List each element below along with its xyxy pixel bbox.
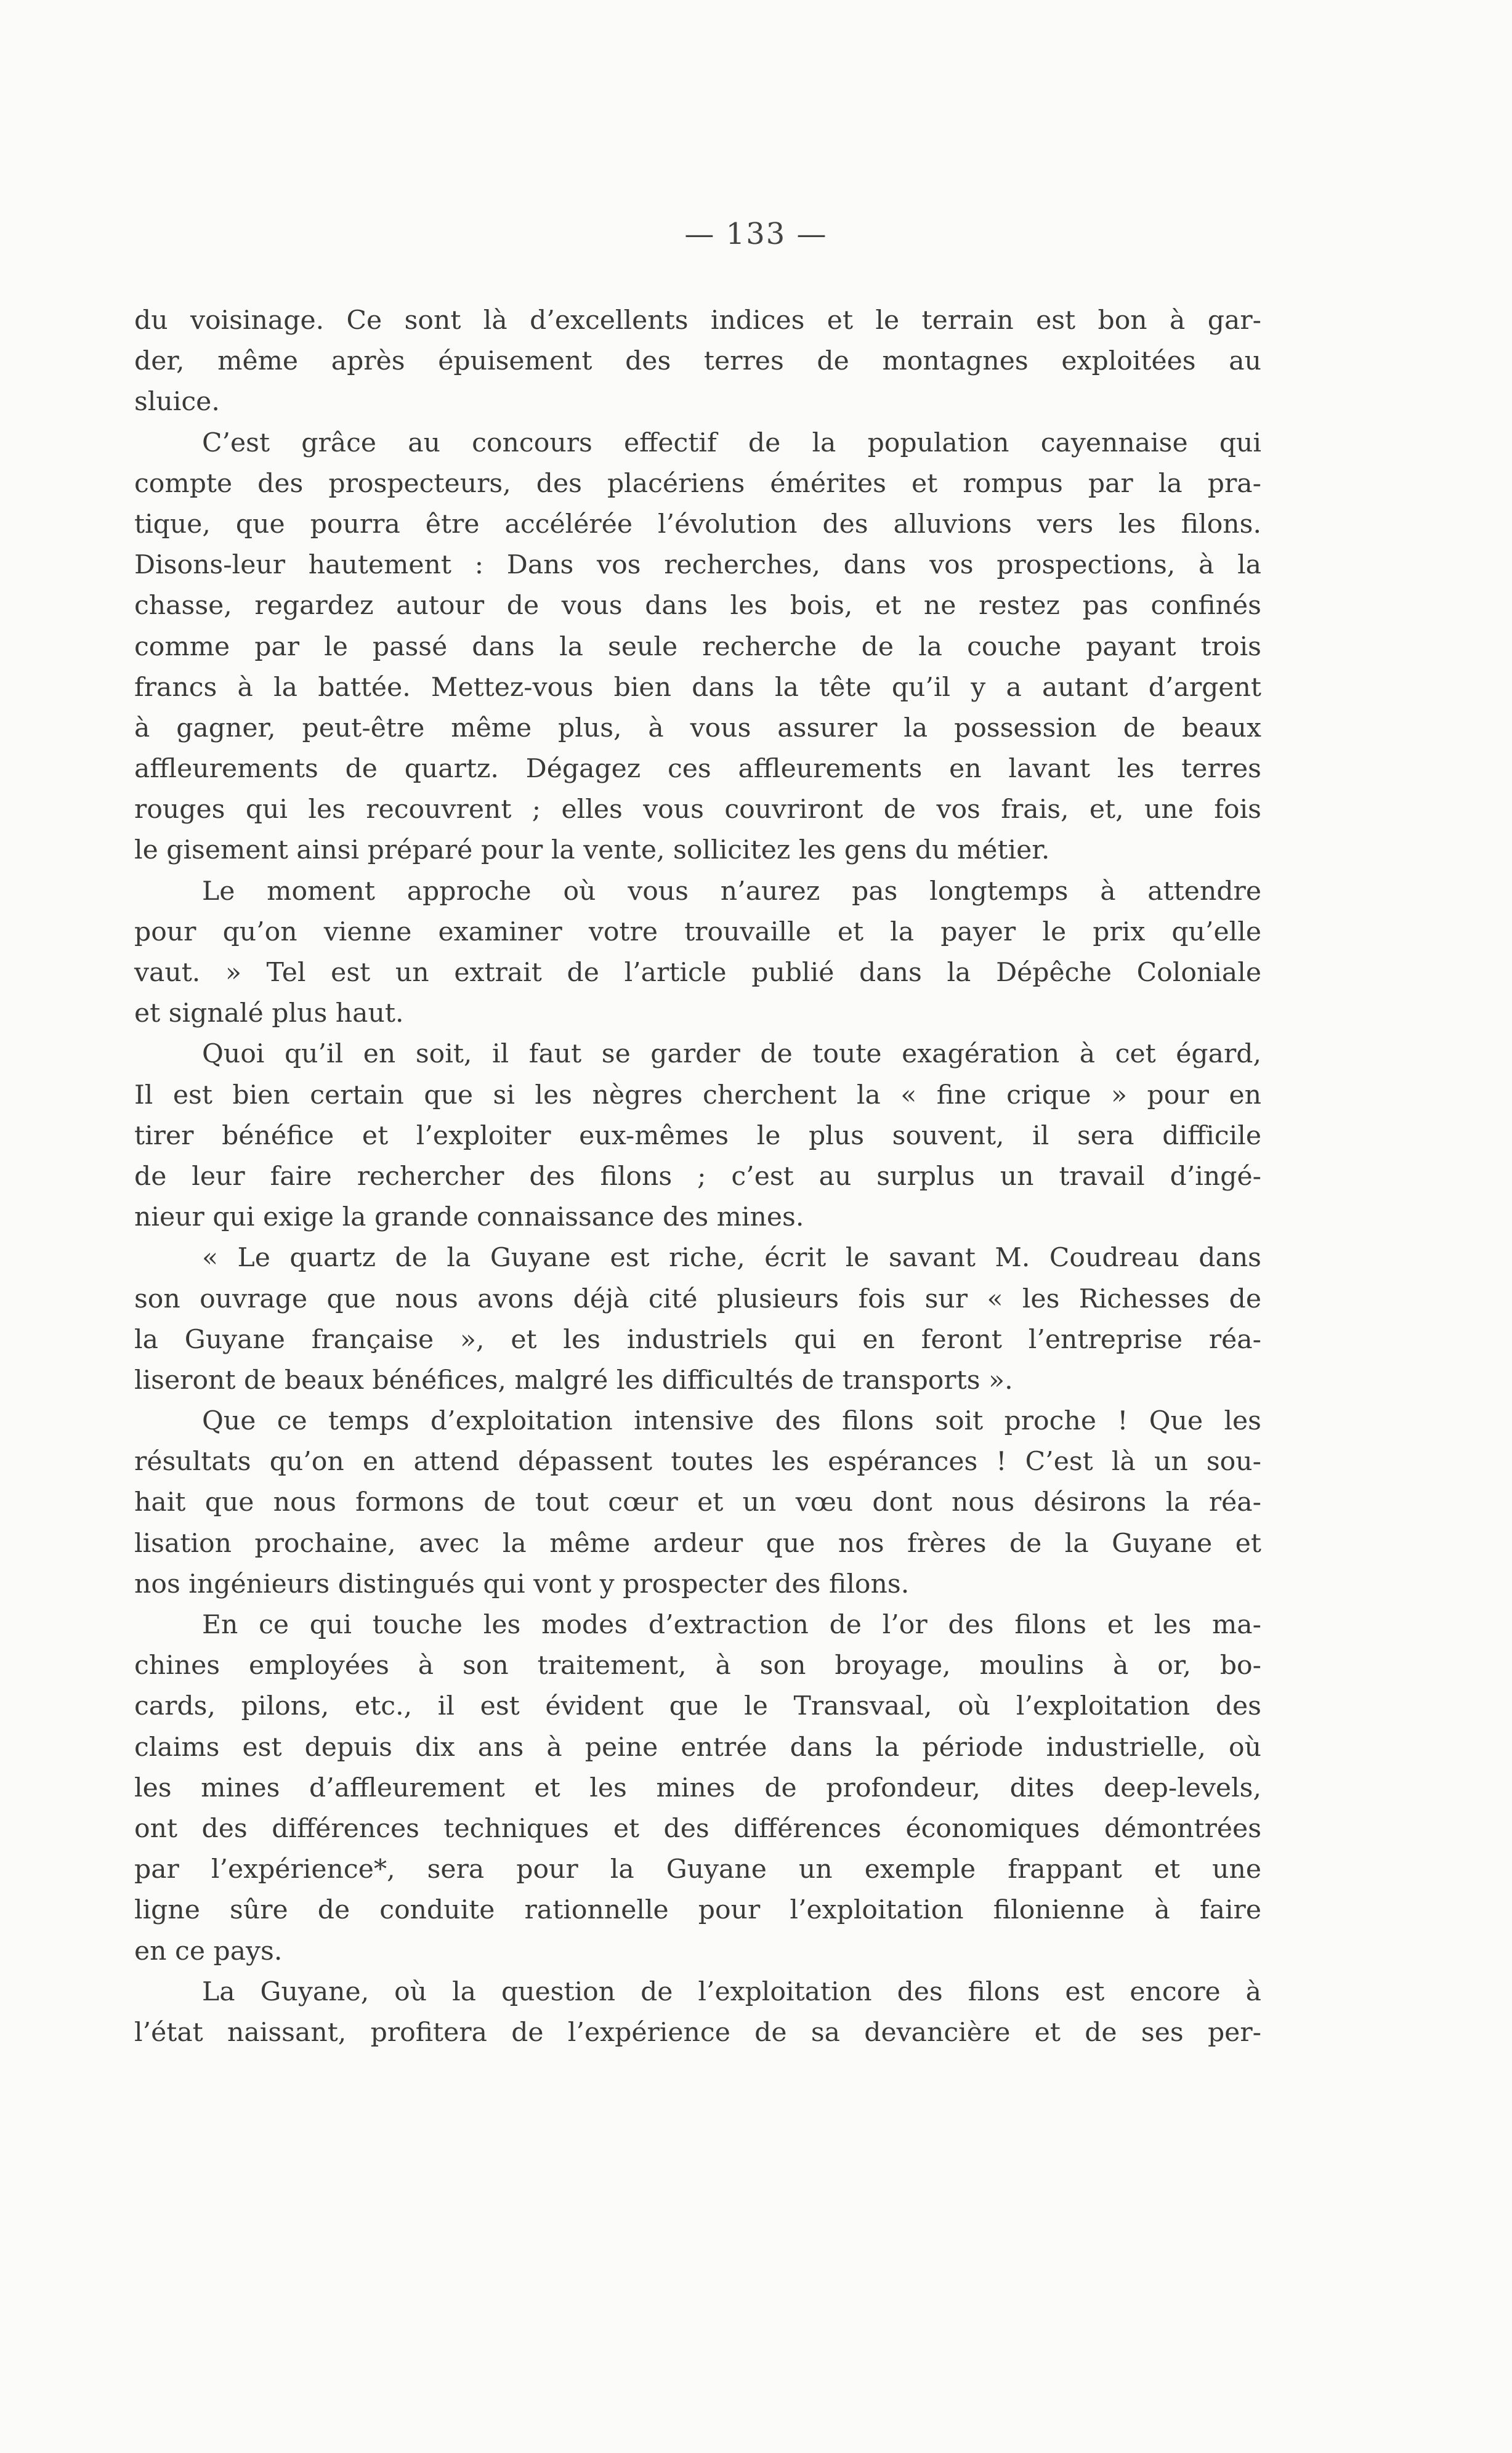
text-line: lisation prochaine, avec la même ardeur que nos frères de la Guyane et	[134, 1528, 1261, 1559]
text-line: tique, que pourra être accélérée l’évolution des alluvions vers les filons.	[134, 509, 1261, 539]
text-line: les mines d’affleurement et les mines de profondeur, dites deep-levels,	[134, 1772, 1261, 1803]
text-line: Quoi qu’il en soit, il faut se garder de toute exagération à cet égard,	[202, 1039, 1261, 1070]
text-line: La Guyane, où la question de l’exploitation des filons est encore à	[202, 1976, 1261, 2007]
text-line: En ce qui touche les modes d’extraction de l’or des filons et les ma-	[202, 1610, 1261, 1640]
text-line: hait que nous formons de tout cœur et un vœu dont nous désirons la réa-	[134, 1487, 1261, 1518]
text-line: le gisement ainsi préparé pour la vente, sollicitez les gens du métier.	[134, 835, 1050, 866]
text-line: compte des prospecteurs, des placériens émérites et rompus par la pra-	[134, 468, 1261, 499]
text-line: Disons-leur hautement : Dans vos recherches, dans vos prospections, à la	[134, 550, 1261, 581]
text-line: chasse, regardez autour de vous dans les bois, et ne restez pas confinés	[134, 591, 1261, 621]
paragraph	[134, 1972, 1261, 2053]
page-body-text	[134, 301, 1261, 2053]
text-line: tirer bénéfice et l’exploiter eux-mêmes le plus souvent, il sera difficile	[134, 1120, 1261, 1151]
text-line: C’est grâce au concours effectif de la population cayennaise qui	[202, 427, 1261, 458]
text-line: du voisinage. Ce sont là d’excellents indices et le terrain est bon à gar-	[134, 305, 1261, 336]
paragraph	[134, 1401, 1261, 1605]
text-line: à gagner, peut-être même plus, à vous assurer la possession de beaux	[134, 713, 1261, 743]
text-line: par l’expérience*, sera pour la Guyane un exemple frappant et une	[134, 1854, 1261, 1885]
text-line: nieur qui exige la grande connaissance des mines.	[134, 1202, 804, 1233]
text-line: son ouvrage que nous avons déjà cité plusieurs fois sur « les Richesses de	[134, 1283, 1261, 1314]
text-line: résultats qu’on en attend dépassent toutes les espérances ! C’est là un sou-	[134, 1447, 1261, 1477]
text-line: liseront de beaux bénéfices, malgré les difficultés de transports ».	[134, 1365, 1013, 1396]
paragraph	[134, 1605, 1261, 1972]
paragraph	[134, 871, 1261, 1035]
text-line: rouges qui les recouvrent ; elles vous couvriront de vos frais, et, une fois	[134, 794, 1261, 825]
text-line: francs à la battée. Mettez-vous bien dans la tête qu’il y a autant d’argent	[134, 672, 1261, 703]
text-line: affleurements de quartz. Dégagez ces affleurements en lavant les terres	[134, 754, 1261, 785]
text-line: de leur faire rechercher des filons ; c’est au surplus un travail d’ingé-	[134, 1161, 1261, 1192]
page-number: — 133 —	[684, 217, 828, 251]
text-line: pour qu’on vienne examiner votre trouvaille et la payer le prix qu’elle	[134, 916, 1261, 947]
paragraph	[134, 1238, 1261, 1401]
text-line: vaut. » Tel est un extrait de l’article publié dans la Dépêche Coloniale	[134, 958, 1261, 988]
text-line: comme par le passé dans la seule recherche de la couche payant trois	[134, 631, 1261, 662]
paragraph	[134, 1034, 1261, 1238]
text-line: cards, pilons, etc., il est évident que le Transvaal, où l’exploitation des	[134, 1691, 1261, 1722]
text-line: et signalé plus haut.	[134, 998, 404, 1029]
text-line: la Guyane française », et les industriels qui en feront l’entreprise réa-	[134, 1324, 1261, 1355]
text-line: en ce pays.	[134, 1936, 283, 1966]
text-line: claims est depuis dix ans à peine entrée dans la période industrielle, où	[134, 1732, 1261, 1763]
text-line: nos ingénieurs distingués qui vont y prospecter des filons.	[134, 1569, 910, 1599]
text-line: Que ce temps d’exploitation intensive des filons soit proche ! Que les	[202, 1406, 1261, 1437]
text-line: chines employées à son traitement, à son broyage, moulins à or, bo-	[134, 1651, 1261, 1681]
paragraph	[134, 301, 1261, 423]
text-line: Il est bien certain que si les nègres cherchent la « fine crique » pour en	[134, 1080, 1261, 1110]
text-line: der, même après épuisement des terres de montagnes exploitées au	[134, 346, 1261, 377]
text-line: « Le quartz de la Guyane est riche, écrit le savant M. Coudreau dans	[202, 1243, 1261, 1274]
text-line: ont des différences techniques et des différences économiques démontrées	[134, 1813, 1261, 1844]
text-line: Le moment approche où vous n’aurez pas longtemps à attendre	[202, 876, 1261, 907]
text-line: sluice.	[134, 387, 220, 418]
text-line: ligne sûre de conduite rationnelle pour l’exploitation filonienne à faire	[134, 1895, 1261, 1926]
paragraph	[134, 423, 1261, 871]
text-line: l’état naissant, profitera de l’expérience de sa devancière et de ses per-	[134, 2017, 1261, 2048]
